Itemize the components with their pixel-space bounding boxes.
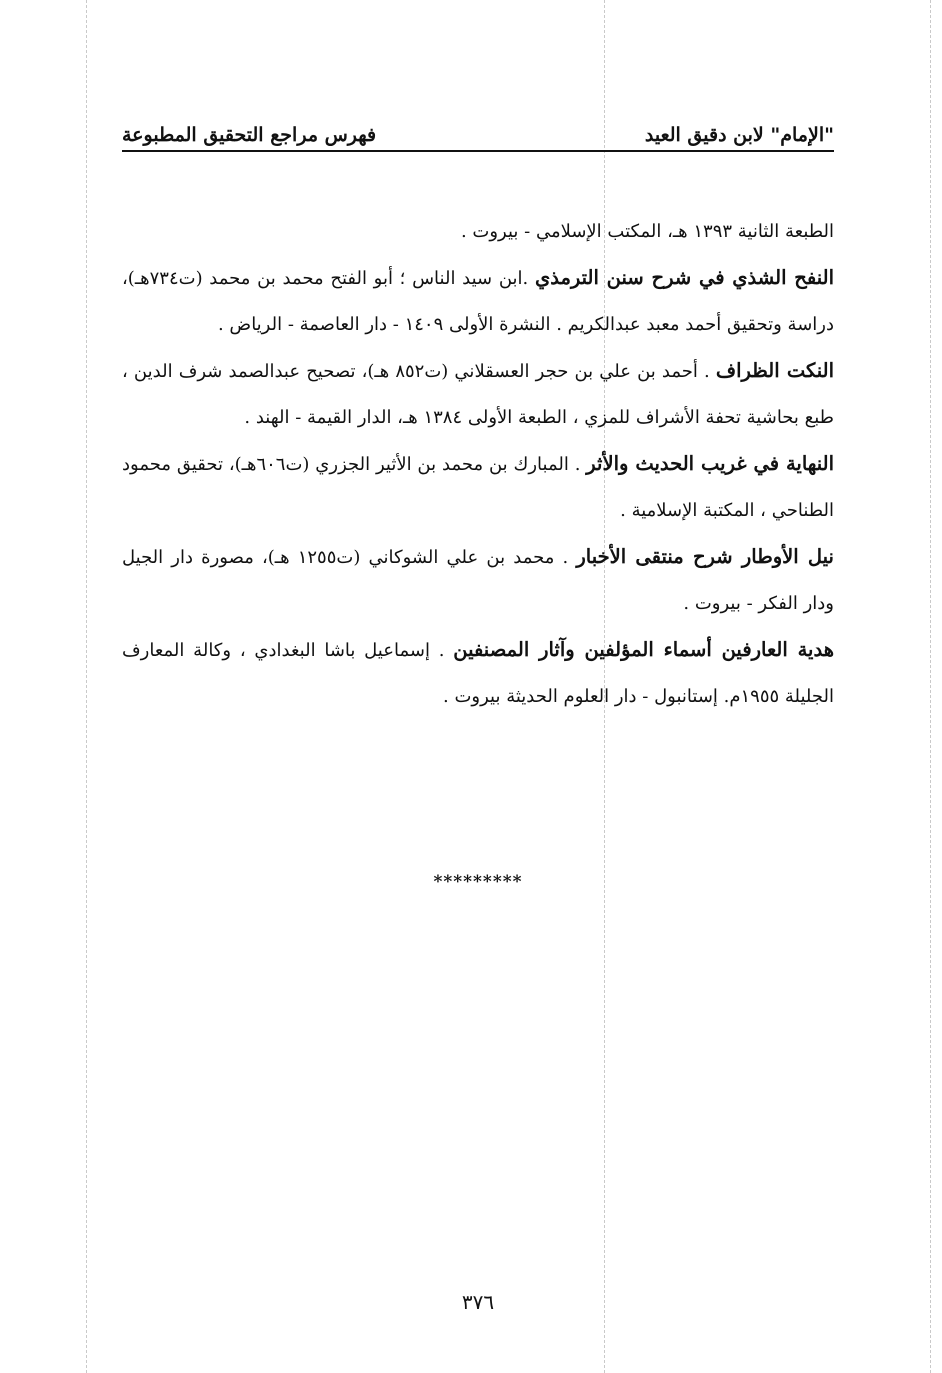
section-separator: ********* (433, 872, 523, 892)
bibliography-entry (122, 348, 834, 441)
entry-title: النكت الظراف (715, 359, 834, 382)
entry-title: النهاية في غريب الحديث والأثر (586, 452, 835, 475)
page-number: ٣٧٦ (461, 1290, 495, 1314)
entry-title: النفح الشذي في شرح سنن الترمذي (534, 266, 834, 289)
entry-text: .ابن سيد الناس ؛ أبو الفتح محمد بن محمد (ت٧٣٤هـ)، دراسة وتحقيق أحمد معبد عبدالكريم . النشرة الأولى ١٤٠٩ - دار العاصمة - الرياض . (122, 268, 834, 335)
header-rule (122, 150, 834, 152)
bibliography-entry (122, 534, 834, 627)
bibliography-entry (122, 627, 834, 720)
book-title: "الإمام" لابن دقيق العيد (644, 124, 834, 146)
bibliography-entry (122, 255, 834, 348)
page-header (122, 110, 834, 146)
bibliography-entry (122, 441, 834, 534)
section-title: فهرس مراجع التحقيق المطبوعة (122, 124, 377, 146)
bibliography-entry (122, 208, 834, 255)
scan-guide-line-left (86, 0, 87, 1373)
entry-text: . المبارك بن محمد بن الأثير الجزري (ت٦٠٦هـ)، تحقيق محمود الطناحي ، المكتبة الإسلامية . (122, 454, 834, 521)
bibliography-list (122, 208, 834, 720)
entry-text: . إسماعيل باشا البغدادي ، وكالة المعارف الجليلة ١٩٥٥م. إستانبول - دار العلوم الحديثة بيروت . (122, 640, 834, 707)
scan-guide-line-right (930, 0, 931, 1373)
entry-text: . أحمد بن علي بن حجر العسقلاني (ت٨٥٢ هـ)، تصحيح عبدالصمد شرف الدين ، طبع بحاشية تحفة الأشراف للمزي ، الطبعة الأولى ١٣٨٤ هـ، الدار القيمة - الهند . (122, 361, 834, 428)
entry-text: الطبعة الثانية ١٣٩٣ هـ، المكتب الإسلامي - بيروت . (460, 221, 834, 242)
entry-title: هدية العارفين أسماء المؤلفين وآثار المصنفين (453, 638, 834, 661)
entry-text: . محمد بن علي الشوكاني (ت١٢٥٥ هـ)، مصورة دار الجيل ودار الفكر - بيروت . (122, 547, 834, 614)
entry-title: نيل الأوطار شرح منتقى الأخبار (576, 545, 834, 568)
